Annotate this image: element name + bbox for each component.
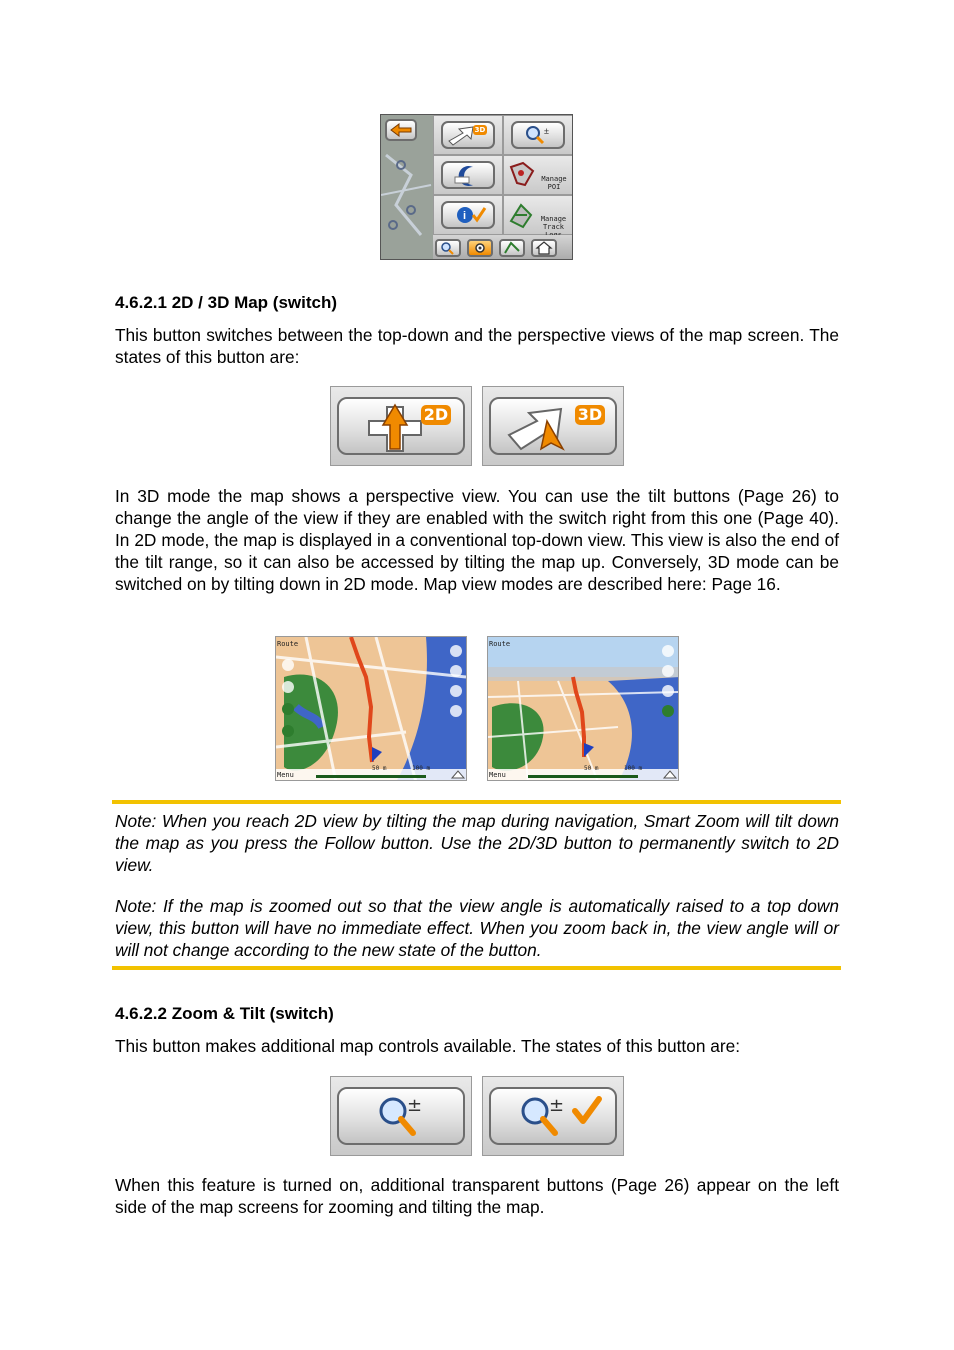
- find-icon: [437, 241, 459, 255]
- state-3d-tile: [482, 386, 624, 466]
- back-button[interactable]: [385, 119, 417, 141]
- badge-3d: 3D: [474, 126, 486, 134]
- magnifier-icon: [513, 123, 563, 147]
- section-heading-zoom-tilt: 4.6.2.2 Zoom & Tilt (switch): [115, 1004, 334, 1023]
- manage-track-logs-button[interactable]: [503, 195, 573, 235]
- menu-3d-button[interactable]: [441, 121, 495, 149]
- note-rule-bottom: [112, 966, 841, 970]
- manage-poi-button[interactable]: [503, 155, 573, 195]
- back-arrow-icon: [387, 121, 415, 139]
- note-rule-top: [112, 800, 841, 804]
- map-2d-scale-left: 50 m: [372, 765, 387, 772]
- route-icon: [501, 241, 523, 255]
- bottom-route-button[interactable]: [499, 239, 525, 257]
- menu-info-button[interactable]: [441, 201, 495, 229]
- map-2d-graphic: [276, 637, 467, 781]
- 3d-button[interactable]: [489, 397, 617, 455]
- moon-icon: [443, 163, 493, 187]
- zoom-magnifier-icon: [339, 1089, 463, 1143]
- menu-screenshot: [380, 114, 573, 260]
- svg-text:±: ±: [544, 126, 549, 136]
- zoom-magnifier-check-icon: [491, 1089, 615, 1143]
- home-icon: [533, 241, 555, 255]
- section2-body: When this feature is turned on, additional transparent buttons (Page 26) appear on the left side of the map screens for zooming and tilting the map.: [115, 1175, 839, 1217]
- manage-track-logs-label: Manage Track: [540, 215, 567, 231]
- zoom-off-tile: [330, 1076, 472, 1156]
- section1-body: In 3D mode the map shows a perspective view. You can use the tilt buttons (Page 26) to change the angle of the view if they are enabled with the switch right from this one (Page 40). In 2D mode, the map is displayed in a conventional top-down view. This view is also the end of the tilt range, so it can also be accessed by tilting the map up. Conversely, 3D mode can be switched on by tilting down in 2D mode. Map view modes are described here: Page 16.: [115, 486, 839, 594]
- map-2d-menu-label[interactable]: Menu: [277, 771, 294, 779]
- zoom-tilt-off-button[interactable]: [337, 1087, 465, 1145]
- map-3d-graphic: [488, 637, 679, 781]
- section-heading-2d-3d: 4.6.2.1 2D / 3D Map (switch): [115, 293, 338, 312]
- note-smart-zoom: Note: When you reach 2D view by tilting the map during navigation, Smart Zoom will tilt down the map as you press the Follow button. Use the 2D/3D button to permanently switch to 2D view.: [115, 811, 839, 875]
- bottom-settings-button[interactable]: [467, 239, 493, 257]
- svg-text:±: ±: [407, 1095, 423, 1116]
- manage-poi-label: Manage POI: [541, 175, 567, 191]
- map-2d-scale-right: 100 m: [412, 765, 431, 772]
- 2d-button[interactable]: [337, 397, 465, 455]
- map-2d-screenshot: [275, 636, 467, 781]
- badge-3d-large: 3D: [575, 405, 605, 425]
- note-zoomed-out: Note: If the map is zoomed out so that the view angle is automatically raised to a top down view, this button will have no immediate effect. When you zoom back in, the view angle will or will not change according to the new state of the button.: [115, 896, 839, 960]
- map-3d-scale-left: 50 m: [584, 765, 599, 772]
- info-check-icon: [443, 203, 493, 227]
- state-2d-tile: [330, 386, 472, 466]
- svg-text:±: ±: [549, 1095, 565, 1116]
- zoom-tilt-on-button[interactable]: [489, 1087, 617, 1145]
- badge-2d: 2D: [421, 405, 451, 425]
- map-2d-route-label[interactable]: Route: [277, 640, 299, 648]
- menu-night-button[interactable]: [441, 161, 495, 189]
- poi-icon: [507, 161, 537, 189]
- bottom-find-button[interactable]: [435, 239, 461, 257]
- svg-text:i: i: [463, 210, 467, 222]
- gear-icon: [469, 241, 491, 255]
- zoom-on-tile: [482, 1076, 624, 1156]
- map-3d-scale-right: 100 m: [624, 765, 643, 772]
- section2-intro: This button makes additional map controls available. The states of this button are:: [115, 1036, 741, 1056]
- bottom-home-button[interactable]: [531, 239, 557, 257]
- map-3d-screenshot: [487, 636, 679, 781]
- section1-intro: This button switches between the top-down and the perspective views of the map screen. The states of this button are:: [115, 325, 839, 367]
- map-3d-route-label[interactable]: Route: [489, 640, 511, 648]
- map-3d-menu-label[interactable]: Menu: [489, 771, 506, 779]
- menu-zoom-button[interactable]: [511, 121, 565, 149]
